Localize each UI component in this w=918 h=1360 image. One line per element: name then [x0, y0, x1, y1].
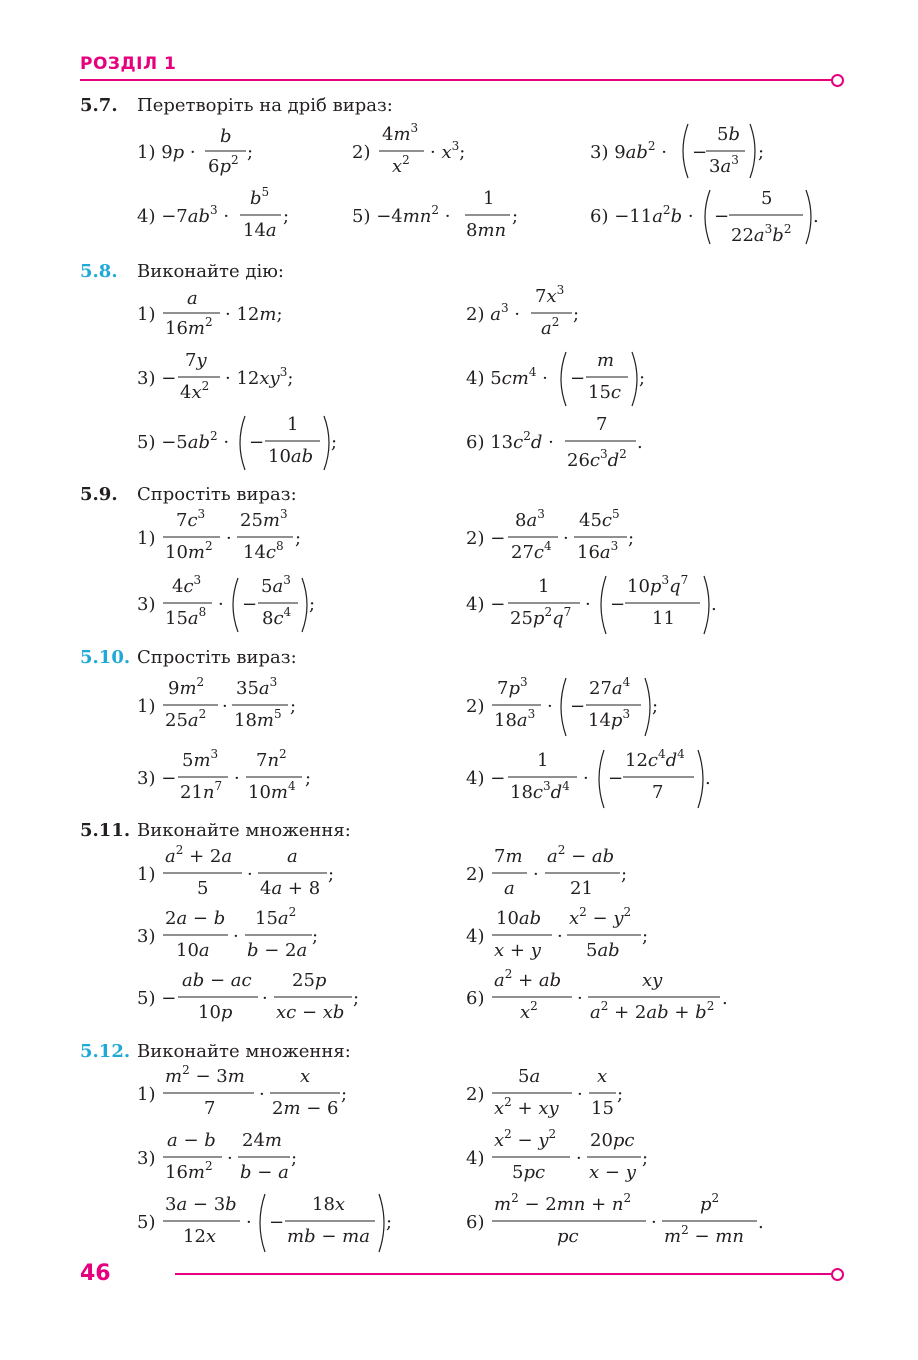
svg-text:· x3;: · $x^3$; — [430, 139, 466, 163]
svg-text:·: · — [259, 1084, 265, 1105]
svg-text:·: · — [651, 1212, 657, 1233]
svg-text:4) −: 4) − — [466, 594, 506, 615]
svg-text:;: ; — [312, 926, 319, 947]
exercise-5-11-6 — [466, 967, 728, 1023]
svg-text:2) a3 ·: 2) $a^3$ · — [466, 301, 521, 325]
svg-text:b − a: b − a — [240, 1162, 289, 1183]
svg-text:x2 + xy: $x^2$ + xy — [494, 1095, 559, 1119]
svg-text:4m3: $4m^3$ — [382, 121, 419, 145]
svg-text:x − y: x − y — [589, 1162, 636, 1183]
exercise-5-12-4 — [466, 1127, 648, 1183]
svg-text:p2: $p^2$ — [700, 1191, 720, 1215]
svg-text:1): 1) — [137, 304, 156, 325]
svg-text:11: 11 — [652, 608, 675, 629]
svg-text:5b: 5b — [717, 124, 740, 145]
svg-text:1: 1 — [287, 414, 299, 435]
svg-text:·: · — [563, 528, 569, 549]
svg-text:;: ; — [573, 304, 580, 325]
svg-text:25p2q7: $25p^2q^7$ — [510, 605, 572, 629]
svg-text:24m: 24m — [242, 1130, 282, 1151]
svg-text:· 12xy3;: · $12xy^3$; — [225, 365, 294, 389]
svg-text:;: ; — [283, 206, 290, 227]
problem-instruction-5-10: Спростіть вираз: — [137, 647, 297, 668]
svg-text:−: − — [269, 1212, 285, 1233]
svg-text:2): 2) — [352, 142, 371, 163]
svg-text:25p: 25p — [292, 970, 327, 991]
svg-text:14p3: $14p^3$ — [588, 707, 631, 731]
svg-text:2): 2) — [466, 864, 485, 885]
svg-text:16m2: $16m^2$ — [165, 1159, 213, 1183]
svg-text:8c4: $8c^4$ — [262, 605, 292, 629]
svg-text:·: · — [218, 594, 224, 615]
svg-text:3a − 3b: 3a − 3b — [165, 1194, 237, 1215]
svg-text:10ab: 10ab — [496, 908, 542, 929]
problem-number-5-7: 5.7. — [80, 95, 118, 116]
svg-text:−: − — [692, 142, 708, 163]
page-number: 46 — [80, 1261, 111, 1286]
svg-text:;: ; — [621, 864, 628, 885]
svg-text:·: · — [262, 988, 268, 1009]
exercise-5-12-2 — [466, 1066, 623, 1119]
exercise-5-10-1 — [137, 675, 296, 731]
svg-text:7m: 7m — [494, 846, 523, 867]
svg-text:·: · — [222, 696, 228, 717]
svg-text:;: ; — [353, 988, 360, 1009]
svg-text:3a3: $3a^3$ — [709, 153, 739, 177]
exercise-5-8-3 — [137, 350, 293, 403]
svg-text:a2 − ab: $a^2$ − ab — [547, 843, 615, 867]
svg-text:6) −11a2b ·: $6) -11a^2b$ · — [590, 203, 694, 227]
svg-text:.: . — [758, 1212, 764, 1233]
svg-text:a − b: a − b — [167, 1130, 216, 1151]
exercise-5-10-2 — [466, 675, 658, 736]
svg-text:x2 − y2: $x^2 - y^2$ — [569, 905, 632, 929]
svg-text:·: · — [577, 988, 583, 1009]
svg-text:xc − xb: xc − xb — [276, 1002, 345, 1023]
svg-text:;: ; — [295, 528, 302, 549]
svg-text:25a2: $25a^2$ — [165, 707, 207, 731]
svg-text:·: · — [233, 926, 239, 947]
svg-text:4): 4) — [466, 926, 485, 947]
svg-text:a2 + 2a: $a^2 + 2a$ — [165, 843, 233, 867]
exercise-5-9-4 — [466, 573, 717, 634]
svg-text:8a3: $8a^3$ — [515, 507, 545, 531]
svg-text:5ab: 5ab — [586, 940, 620, 961]
svg-text:x2 − y2: $x^2 - y^2$ — [494, 1127, 557, 1151]
svg-text:2a − b: 2a − b — [165, 908, 226, 929]
svg-text:·: · — [227, 1148, 233, 1169]
svg-text:a: a — [504, 878, 515, 899]
svg-text:·: · — [533, 864, 539, 885]
exercise-5-11-1 — [137, 843, 334, 899]
svg-text:x: x — [597, 1066, 608, 1087]
svg-text:a: a — [287, 846, 298, 867]
svg-text:22a3b2: $22a^3b^2$ — [731, 222, 792, 246]
svg-text:21: 21 — [570, 878, 593, 899]
svg-text:1: 1 — [537, 750, 549, 771]
svg-text:1: 1 — [538, 576, 550, 597]
svg-text:m2 − 2mn + n2: $m^2 - 2mn + n^2$ — [494, 1191, 632, 1215]
svg-text:7: 7 — [652, 782, 664, 803]
svg-text:4) 5cm4 ·: 4) $5cm^4$ · — [466, 365, 548, 389]
svg-text:5a: 5a — [518, 1066, 541, 1087]
svg-text:15c: 15c — [588, 382, 621, 403]
exercise-5-12-5 — [137, 1194, 392, 1252]
exercise-5-12-3 — [137, 1130, 297, 1183]
svg-text:16m2: $16m^2$ — [165, 315, 213, 339]
svg-text:7y: 7y — [185, 350, 207, 371]
footer-rule — [175, 1273, 832, 1275]
svg-text:7x3: $7x^3$ — [535, 283, 565, 307]
svg-text:xy: xy — [642, 970, 663, 991]
svg-text:10a: 10a — [176, 940, 210, 961]
svg-text:a2 + 2ab + b2: $a^2 + 2ab + b^2$ — [590, 999, 715, 1023]
svg-text:8mn: 8mn — [466, 220, 507, 241]
svg-text:ab − ac: ab − ac — [182, 970, 252, 991]
svg-text:;: ; — [628, 528, 635, 549]
svg-text:7: 7 — [596, 414, 608, 435]
svg-text:−: − — [249, 432, 265, 453]
svg-text:5: 5 — [761, 188, 773, 209]
exercise-5-8-5 — [137, 414, 337, 470]
svg-text:10p3q7: $10p^3q^7$ — [627, 573, 689, 597]
svg-text:10p: 10p — [198, 1002, 233, 1023]
problem-instruction-5-12: Виконайте множення: — [137, 1041, 351, 1062]
svg-text:−: − — [242, 594, 258, 615]
exercise-5-8-4 — [466, 350, 645, 406]
svg-text:−: − — [714, 206, 730, 227]
svg-text:m2 − 3m: $m^2 - 3m$ — [165, 1063, 245, 1087]
svg-text:21n7: $21n^7$ — [180, 779, 223, 803]
svg-text:·: · — [576, 1148, 582, 1169]
svg-text:.: . — [705, 768, 711, 789]
problem-number-5-12: 5.12. — [80, 1041, 131, 1062]
svg-text:3): 3) — [137, 926, 156, 947]
svg-text:18x: 18x — [312, 1194, 346, 1215]
exercise-5-7-2 — [352, 121, 465, 177]
svg-text:;: ; — [290, 696, 297, 717]
svg-text:;: ; — [652, 696, 659, 717]
svg-text:1: 1 — [483, 188, 495, 209]
svg-text:3): 3) — [137, 1148, 156, 1169]
svg-text:;: ; — [305, 768, 312, 789]
exercise-5-11-4 — [466, 905, 648, 961]
svg-text:;: ; — [642, 926, 649, 947]
svg-text:−: − — [570, 368, 586, 389]
problem-instruction-5-11: Виконайте множення: — [137, 820, 351, 841]
svg-text:5) −4mn2 ·: $5) -4mn^2$ · — [352, 203, 451, 227]
svg-text:2m − 6: 2m − 6 — [272, 1098, 339, 1119]
exercise-5-8-1 — [137, 288, 283, 339]
svg-text:;: ; — [309, 594, 316, 615]
svg-text:· 12m;: · 12m; — [225, 304, 283, 325]
svg-text:.: . — [711, 594, 717, 615]
svg-text:pc: pc — [557, 1226, 579, 1247]
problem-instruction-5-8: Виконайте дію: — [137, 261, 284, 282]
problem-number-5-11: 5.11. — [80, 820, 131, 841]
svg-text:4): 4) — [466, 1148, 485, 1169]
svg-text:1) 9p ·: 1) 9p · — [137, 142, 196, 163]
svg-text:;: ; — [617, 1084, 624, 1105]
svg-text:7n2: $7n^2$ — [256, 747, 287, 771]
svg-text:4) −7ab3 ·: $4) -7ab^3$ · — [137, 203, 230, 227]
svg-text:a: a — [187, 288, 198, 309]
problem-instruction-5-7: Перетворіть на дріб вираз: — [137, 95, 393, 116]
footer-rule-end-icon — [831, 1268, 844, 1281]
svg-text:·: · — [246, 1212, 252, 1233]
svg-text:9m2: $9m^2$ — [168, 675, 205, 699]
section-header: РОЗДІЛ 1 — [80, 54, 177, 74]
exercise-5-11-2 — [466, 843, 627, 899]
problem-number-5-10: 5.10. — [80, 647, 131, 668]
exercise-5-7-1 — [137, 126, 253, 177]
svg-text:1): 1) — [137, 1084, 156, 1105]
svg-text:3): 3) — [137, 594, 156, 615]
exercise-5-7-4 — [137, 185, 289, 241]
exercise-5-9-2 — [466, 507, 634, 563]
svg-text:·: · — [557, 926, 563, 947]
exercise-5-10-4 — [466, 747, 711, 808]
svg-text:18m5: $18m^5$ — [234, 707, 282, 731]
exercise-5-7-6 — [590, 188, 819, 246]
exercise-5-8-6 — [466, 414, 643, 471]
svg-text:;: ; — [247, 142, 254, 163]
svg-text:·: · — [547, 696, 553, 717]
svg-text:2): 2) — [466, 1084, 485, 1105]
svg-text:·: · — [583, 768, 589, 789]
svg-text:a2: $a^2$ — [541, 315, 560, 339]
exercise-5-12-6 — [466, 1191, 764, 1247]
svg-text:3) 9ab2 ·: 3) $9ab^2$ · — [590, 139, 668, 163]
svg-text:;: ; — [331, 432, 338, 453]
svg-text:b5: $b^5$ — [250, 185, 270, 209]
svg-text:m: m — [597, 350, 615, 371]
svg-text:4) −: 4) − — [466, 768, 506, 789]
svg-text:15: 15 — [591, 1098, 614, 1119]
svg-text:10m4: $10m^4$ — [248, 779, 296, 803]
svg-text:x2: $x^2$ — [520, 999, 538, 1023]
svg-text:5pc: 5pc — [512, 1162, 546, 1183]
exercise-5-10-3 — [137, 747, 311, 803]
svg-text:;: ; — [341, 1084, 348, 1105]
svg-text:x: x — [300, 1066, 311, 1087]
svg-text:7c3: $7c^3$ — [176, 507, 206, 531]
svg-text:−: − — [570, 696, 586, 717]
svg-text:15a8: $15a^8$ — [165, 605, 207, 629]
svg-text:·: · — [234, 768, 240, 789]
svg-text:7: 7 — [204, 1098, 216, 1119]
svg-text:·: · — [226, 528, 232, 549]
svg-text:18c3d4: $18c^3d^4$ — [510, 779, 570, 803]
svg-text:2) −: 2) − — [466, 528, 506, 549]
svg-text:2): 2) — [466, 696, 485, 717]
svg-text:−: − — [610, 594, 626, 615]
svg-text:;: ; — [639, 368, 646, 389]
problem-number-5-9: 5.9. — [80, 484, 118, 505]
svg-text:5) −5ab2 ·: $5) -5ab^2$ · — [137, 429, 230, 453]
exercise-5-9-1 — [137, 507, 301, 563]
svg-text:x2: $x^2$ — [392, 153, 410, 177]
problem-instruction-5-9: Спростіть вираз: — [137, 484, 297, 505]
svg-text:15a2: $15a^2$ — [255, 905, 297, 929]
svg-text:1): 1) — [137, 864, 156, 885]
svg-text:3) −: 3) − — [137, 768, 177, 789]
exercise-5-7-5 — [352, 188, 518, 241]
svg-text:5) −: 5) − — [137, 988, 177, 1009]
svg-text:.: . — [813, 206, 819, 227]
exercise-5-7-3 — [590, 124, 764, 178]
svg-text:18a3: $18a^3$ — [494, 707, 536, 731]
svg-text:12c4d4: $12c^4d^4$ — [625, 747, 685, 771]
svg-text:16a3: $16a^3$ — [577, 539, 619, 563]
svg-text:x + y: x + y — [494, 940, 541, 961]
svg-text:45c5: $45c^5$ — [579, 507, 620, 531]
svg-text:6): 6) — [466, 1212, 485, 1233]
svg-text:35a3: $35a^3$ — [236, 675, 278, 699]
svg-text:10ab: 10ab — [268, 446, 314, 467]
svg-text:5m3: $5m^3$ — [182, 747, 219, 771]
svg-text:b: b — [220, 126, 232, 147]
svg-text:5a3: $5a^3$ — [261, 573, 291, 597]
svg-text:10m2: $10m^2$ — [165, 539, 213, 563]
svg-text:.: . — [637, 432, 643, 453]
svg-text:14a: 14a — [243, 220, 277, 241]
svg-text:1): 1) — [137, 696, 156, 717]
svg-text:5): 5) — [137, 1212, 156, 1233]
svg-text:27a4: $27a^4$ — [589, 675, 631, 699]
svg-text:3) −: 3) − — [137, 368, 177, 389]
svg-text:6) 13c2d ·: 6) $13c^2d$ · — [466, 429, 554, 453]
svg-text:·: · — [247, 864, 253, 885]
svg-text:25m3: $25m^3$ — [240, 507, 288, 531]
svg-text:mb − ma: mb − ma — [287, 1226, 370, 1247]
svg-text:·: · — [577, 1084, 583, 1105]
svg-text:b − 2a: b − 2a — [247, 940, 308, 961]
svg-text:;: ; — [512, 206, 519, 227]
svg-text:m2 − mn: $m^2$ − mn — [664, 1223, 744, 1247]
svg-text:a2 + ab: $a^2$ + ab — [494, 967, 562, 991]
svg-text:;: ; — [758, 142, 765, 163]
svg-text:26c3d2: $26c^3d^2$ — [567, 447, 627, 471]
svg-text:;: ; — [291, 1148, 298, 1169]
svg-text:·: · — [585, 594, 591, 615]
svg-text:20pc: 20pc — [590, 1130, 635, 1151]
svg-text:4c3: $4c^3$ — [172, 573, 202, 597]
svg-text:;: ; — [328, 864, 335, 885]
svg-text:6): 6) — [466, 988, 485, 1009]
svg-text:−: − — [608, 768, 624, 789]
problem-number-5-8: 5.8. — [80, 261, 118, 282]
svg-text:;: ; — [642, 1148, 649, 1169]
exercise-5-9-3 — [137, 573, 315, 632]
exercise-5-11-5 — [137, 970, 359, 1023]
svg-text:6p2: $6p^2$ — [208, 153, 239, 177]
svg-text:7p3: $7p^3$ — [497, 675, 528, 699]
svg-text:27c4: $27c^4$ — [511, 539, 552, 563]
svg-text:14c8: $14c^8$ — [243, 539, 284, 563]
svg-text:4a + 8: 4a + 8 — [260, 878, 321, 899]
svg-text:1): 1) — [137, 528, 156, 549]
svg-text:5: 5 — [197, 878, 209, 899]
svg-text:4x2: $4x^2$ — [180, 379, 210, 403]
svg-text:;: ; — [386, 1212, 393, 1233]
exercise-5-8-2 — [466, 283, 579, 339]
svg-text:12x: 12x — [183, 1226, 217, 1247]
svg-text:.: . — [722, 988, 728, 1009]
exercise-5-12-1 — [137, 1063, 347, 1119]
exercise-5-11-3 — [137, 905, 318, 961]
